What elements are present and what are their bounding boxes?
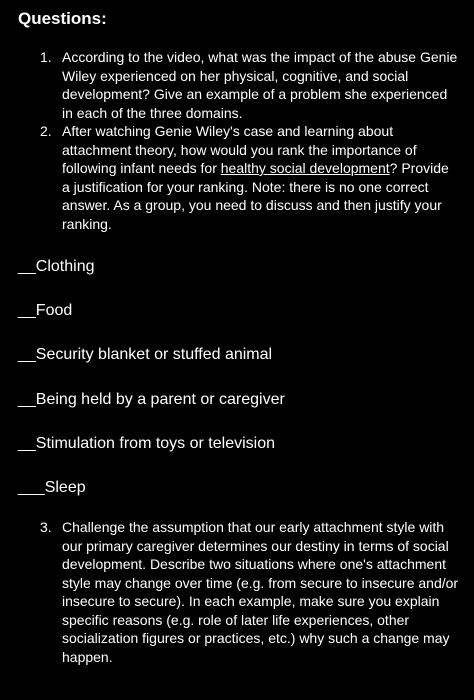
question-list-bottom	[40, 518, 460, 666]
question-list-top	[40, 48, 460, 233]
ranking-item-sleep	[18, 478, 86, 498]
question-3-text: Challenge the assumption that our early attachment style with our primary caregiver determines our destiny in terms of social development. Describe two situations where one's attachment style may change over time (e.g. from secure to insecure and/or insecure to secure). In each example, make sure you explain specific reasons (e.g. role of later life experiences, other socialization figures or practices, etc.) why such a change may happen.	[62, 519, 459, 665]
question-2	[40, 122, 460, 233]
ranking-blank[interactable]: __	[18, 346, 36, 363]
ranking-label: Food	[35, 302, 73, 319]
ranking-blank[interactable]: __	[18, 302, 36, 319]
ranking-blank[interactable]: __	[18, 258, 36, 275]
ranking-item-food	[18, 301, 72, 321]
healthy-social-development-link[interactable]: healthy social development	[220, 160, 390, 176]
question-2-number: 2.	[40, 123, 52, 139]
ranking-item-clothing	[18, 257, 95, 277]
question-3-number: 3.	[40, 519, 52, 535]
ranking-blank[interactable]: ___	[18, 479, 45, 496]
ranking-label: Clothing	[35, 258, 95, 275]
ranking-item-security-blanket	[18, 345, 272, 365]
ranking-label: Sleep	[44, 479, 86, 496]
question-1-text: According to the video, what was the impact of the abuse Genie Wiley experienced on her physical, cognitive, and social development? Give an example of a problem she experienced in each of the three domains.	[62, 49, 458, 121]
questions-heading: Questions:	[18, 9, 107, 28]
question-3	[40, 518, 460, 666]
ranking-blank[interactable]: __	[18, 435, 36, 452]
ranking-item-being-held	[18, 390, 285, 410]
question-1	[40, 48, 460, 122]
ranking-label: Security blanket or stuffed animal	[35, 346, 273, 363]
ranking-label: Being held by a parent or caregiver	[35, 391, 285, 408]
ranking-blank[interactable]: __	[18, 391, 36, 408]
ranking-label: Stimulation from toys or television	[35, 435, 275, 452]
question-2-text	[62, 122, 460, 233]
ranking-item-stimulation	[18, 434, 275, 454]
question-2-text-end: ? Provide a justification for your ranking. Note: there is no one correct answer. As a group, you need to discuss and then justify your ranking.	[62, 160, 449, 232]
question-1-number: 1.	[40, 49, 52, 65]
question-2-text-start: After watching Genie Wiley's case and learning about attachment theory, how would you rank the importance of following infant needs for	[62, 123, 417, 176]
